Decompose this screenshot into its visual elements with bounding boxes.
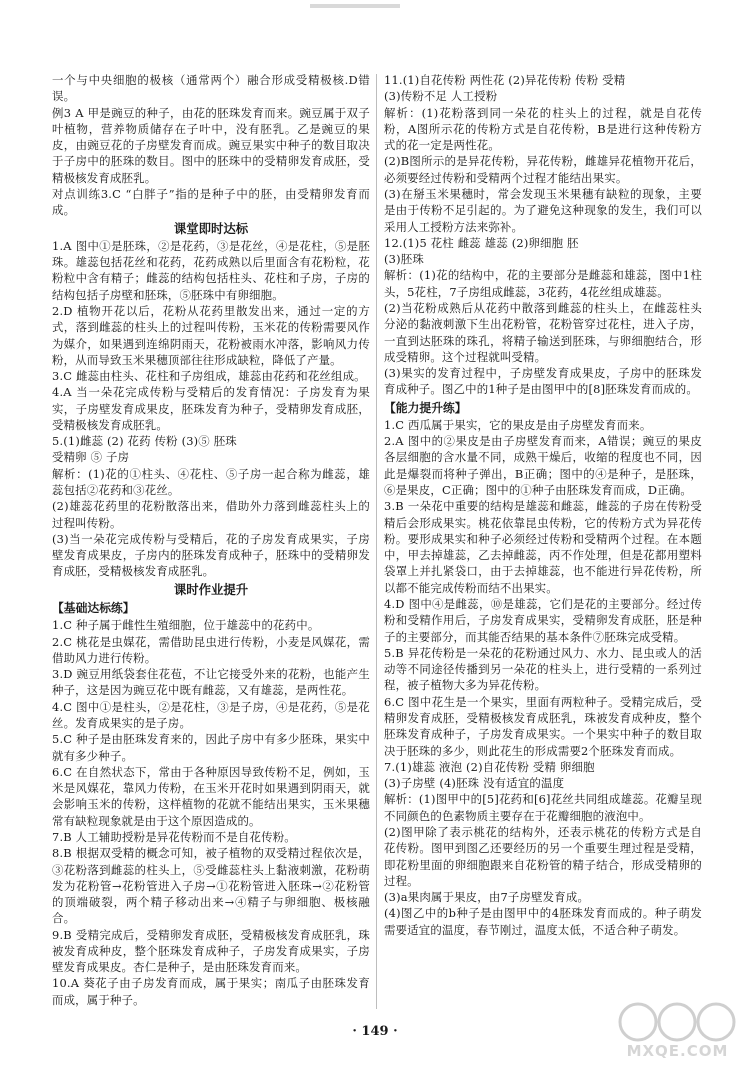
basic-answer-12: 12.(1)5 花柱 雌蕊 雄蕊 (2)卵细胞 胚 bbox=[384, 235, 579, 250]
intro-text: 一个与中央细胞的极核（通常两个）融合形成受精极核.D错误。 bbox=[52, 73, 370, 104]
column-divider bbox=[376, 74, 377, 1009]
scan-mark bbox=[310, 4, 400, 8]
basic-answer-11-analysis-1: 解析：(1)花粉落到同一朵花的柱头上的过程，就是自花传粉，A图所示花的传粉方式是自花传粉，B是进行这种传粉方式的花一定是两性花。 bbox=[384, 105, 702, 153]
class-answer-2: 2.D 植物开花以后，花粉从花药里散发出来，通过一定的方式，落到雌蕊的柱头上的过程叫传粉，玉米花的传粉需要风作为媒介，如果遇到连绵阴雨天，花粉被雨水冲落，影响风力传粉，从而导致玉米果穗顶部往往形成缺粒，降低了产量。 bbox=[52, 303, 370, 367]
class-answer-5-analysis-3: (3)当一朵花完成传粉与受精后，花的子房发育成果实，子房壁发育成果皮，子房内的胚珠发育成种子，胚珠中的受精卵发育成胚，受精极核发育成胚乳。 bbox=[52, 531, 370, 579]
drill-3: 对点训练3.C “白胖子”指的是种子中的胚，由受精卵发育而成。 bbox=[52, 186, 370, 218]
advanced-answer-7: 7.(1)雄蕊 液泡 (2)自花传粉 受精 卵细胞 bbox=[384, 759, 595, 774]
advanced-answer-7-analysis-1: 解析：(1)图甲中的[5]花药和[6]花丝共同组成雄蕊。花瓣呈现不同颜色的色素物质主要存在于花瓣细胞的液泡中。 bbox=[384, 792, 702, 823]
watermark-logo bbox=[610, 1000, 745, 1068]
basic-answer-12-line2: (3)胚珠 bbox=[384, 252, 424, 267]
basic-answer-10: 10.A 葵花子由子房发育而成，属于果实；南瓜子由胚珠发育而成，属于种子。 bbox=[52, 976, 370, 1007]
advanced-answer-1: 1.C 西瓜属于果实，它的果皮是由子房壁发育而来。 bbox=[384, 417, 652, 432]
class-answer-5-analysis-2: (2)雄蕊花药里的花粉散落出来，借助外力落到雌蕊柱头上的过程叫传粉。 bbox=[52, 499, 370, 530]
example-3: 例3 A 甲是豌豆的种子，由花的胚珠发育而来。豌豆属于双子叶植物，营养物质储存在子叶中，没有胚乳。乙是豌豆的果皮，由豌豆花的子房壁发育而成。豌豆果实中种子的数目取决于子房中的胚珠的数目。图中的胚珠中的受精卵发育成胚，受精极核发育成胚乳。 bbox=[52, 105, 370, 185]
watermark-text: MXQE.COM bbox=[626, 1042, 729, 1060]
basic-answer-11: 11.(1)自花传粉 两性花 (2)异花传粉 传粉 受精 bbox=[384, 73, 626, 87]
class-answer-5-analysis-1: 解析：(1)花的①柱头、④花柱、⑤子房一起合称为雌蕊，雄蕊包括②花药和③花丝。 bbox=[52, 466, 370, 498]
page-number: · 149 · bbox=[352, 1024, 398, 1039]
class-answer-3: 3.C 雌蕊由柱头、花柱和子房组成，雄蕊由花药和花丝组成。 bbox=[52, 369, 366, 384]
basic-answer-4: 4.C 图中①是柱头，②是花柱，③是子房，④是花药，⑤是花丝。发育成果实的是子房。 bbox=[52, 699, 370, 730]
basic-answer-11-analysis-3: (3)在掰玉米果穗时，常会发现玉米果穗有缺粒的现象，主要是由于传粉不足引起的。为了避免这种现象的发生，我们可以采用人工授粉方法来弥补。 bbox=[384, 186, 702, 234]
advanced-answer-7-line2: (3)子房壁 (4)胚珠 没有适宜的温度 bbox=[384, 776, 565, 791]
advanced-answer-6: 6.C 图中花生是一个果实，里面有两粒种子。受精完成后，受精卵发育成胚，受精极核发育成胚乳，珠被发育成种皮，整个胚珠发育成种子，子房发育成果实。一个果实中种子的数目取决于胚珠的多少，则此花生的形成需要2个胚珠发育而成。 bbox=[384, 694, 702, 758]
tag-basic: 【基础达标练】 bbox=[52, 601, 135, 615]
basic-answer-2: 2.C 桃花是虫媒花，需借助昆虫进行传粉，小麦是风媒花，需借助风力进行传粉。 bbox=[52, 634, 370, 665]
basic-answer-9: 9.B 受精完成后，受精卵发育成胚，受精极核发育成胚乳，珠被发育成种皮，整个胚珠发育成种子，子房发育成果实，子房壁发育成果皮。杏仁是种子，是由胚珠发育而来。 bbox=[52, 927, 370, 975]
advanced-answer-4: 4.D 图中④是雌蕊，⑩是雄蕊，它们是花的主要部分。经过传粉和受精作用后，子房发育成果实，受精卵发育成胚，胚是种子的主要部分，而其能否结果的基本条件⑦胚珠完成受精。 bbox=[384, 597, 702, 644]
class-answer-4: 4.A 当一朵花完成传粉与受精后的发育情况：子房发育为果实，子房壁发育成果皮，胚珠发育为种子，受精卵发育成胚，受精极核发育成胚乳。 bbox=[52, 385, 370, 432]
right-column bbox=[384, 72, 702, 938]
basic-answer-11-analysis-2: (2)B图所示的是异花传粉，异花传粉，雌雄异花植物开花后，必须要经过传粉和受精两个过程才能结出果实。 bbox=[384, 154, 702, 185]
basic-answer-12-analysis-1: 解析：(1)花的结构中，花的主要部分是雌蕊和雄蕊，图中1柱头，5花柱，7子房组成雌蕊，3花药，4花丝组成雄蕊。 bbox=[384, 268, 702, 299]
basic-answer-6: 6.C 在自然状态下，常由于各种原因导致传粉不足，例如，玉米是风媒花，靠风力传粉，在玉米开花时如果遇到阴雨天，就会影响玉米的传粉，这样植物的花就不能结出果实，玉米果穗常有缺粒现象就是由于这个原因造成的。 bbox=[52, 764, 370, 828]
advanced-answer-7-analysis-4: (4)图乙中的b种子是由图甲中的4胚珠发育而成的。种子萌发需要适宜的温度，春节刚过，温度太低，不适合种子萌发。 bbox=[384, 906, 702, 937]
basic-answer-3: 3.D 豌豆用纸袋套住花苞，不让它接受外来的花粉，也能产生种子，这是因为豌豆花中既有雌蕊，又有雄蕊，是两性花。 bbox=[52, 667, 370, 698]
advanced-answer-5: 5.B 异花传粉是一朵花的花粉通过风力、水力、昆虫或人的活动等不同途径传播到另一朵花的柱头上，进行受精的一系列过程，被子植物大多为异花传粉。 bbox=[384, 645, 702, 693]
basic-answer-11-line2: (3)传粉不足 人工授粉 bbox=[384, 89, 498, 104]
class-answer-1: 1.A 图中①是胚珠，②是花药，③是花丝，④是花柱，⑤是胚珠。雄蕊包括花丝和花药，花药成熟以后里面含有花粉粒，花粉粒中含有精子；雌蕊的结构包括柱头、花柱和子房，子房的结构包括子房壁和胚珠，⑤胚珠中有卵细胞。 bbox=[52, 238, 370, 302]
basic-answer-1: 1.C 种子属于雌性生殖细胞，位于雄蕊中的花药中。 bbox=[52, 618, 320, 633]
advanced-answer-7-analysis-3: (3)a果肉属于果皮，由7子房壁发育成。 bbox=[384, 890, 590, 905]
basic-answer-5: 5.C 种子是由胚珠发育来的，因此子房中有多少胚珠，果实中就有多少种子。 bbox=[52, 732, 370, 763]
watermark-emblem-icon bbox=[610, 1000, 745, 1044]
tag-advanced: 【能力提升练】 bbox=[384, 400, 467, 415]
advanced-answer-2: 2.A 图中的②果皮是由子房壁发育而来，A错误；豌豆的果皮各层细胞的含水量不同，成熟干燥后，收缩的程度也不同，因此是爆裂而将种子弹出，B正确；图中的④是种子，是胚珠，⑥是果皮，C正确；图中的①种子由胚珠发育而成，D正确。 bbox=[384, 434, 702, 498]
advanced-answer-3: 3.B 一朵花中重要的结构是雄蕊和雌蕊，雌蕊的子房在传粉受精后会形成果实。桃花依靠昆虫传粉，它的传粉方式为异花传粉。要形成果实和种子必须经过传粉和受精两个过程。在本题中，甲去掉雄蕊，乙去掉雌蕊，丙不作处理，但是花都用塑料袋罩上并扎紧袋口，由于去掉雄蕊，也不能进行异花传粉，所以都不能完成传粉而结不出果实。 bbox=[384, 499, 702, 595]
class-answer-5: 5.(1)雌蕊 (2) 花药 传粉 (3)⑤ 胚珠 bbox=[52, 434, 237, 449]
left-column bbox=[52, 72, 370, 1008]
basic-answer-12-analysis-2: (2)当花粉成熟后从花药中散落到雌蕊的柱头上，在雌蕊柱头分泌的黏液刺激下生出花粉管，花粉管穿过花柱，进入子房，一直到达胚珠的珠孔，将精子输送到胚珠，与卵细胞结合，形成受精卵。这个过程就叫受精。 bbox=[384, 300, 702, 364]
advanced-answer-7-analysis-2: (2)图甲除了表示桃花的结构外，还表示桃花的传粉方式是自花传粉。图甲到图乙还要经历的另一个重要生理过程是受精，即花粉里面的卵细胞跟来自花粉管的精子结合，形成受精卵的过程。 bbox=[384, 824, 702, 888]
basic-answer-12-analysis-3: (3)果实的发育过程中，子房壁发育成果皮，子房中的胚珠发育成种子。图乙中的1种子是由图甲中的[8]胚珠发育而成的。 bbox=[384, 366, 702, 397]
basic-answer-7: 7.B 人工辅助授粉是异花传粉而不是自花传粉。 bbox=[52, 829, 296, 844]
section-heading-classroom: 课堂即时达标 bbox=[173, 220, 249, 236]
section-heading-homework: 课时作业提升 bbox=[173, 581, 249, 597]
class-answer-5-line2: 受精卵 ⑤ 子房 bbox=[52, 450, 130, 465]
basic-answer-8: 8.B 根据双受精的概念可知，被子植物的双受精过程依次是，③花粉落到雌蕊的柱头上，⑤受雌蕊柱头上黏液刺激，花粉萌发为花粉管→花粉管进入子房→①花粉管进入胚珠→②花粉管的顶端破裂，两个精子移动出来→④精子与卵细胞、极核融合。 bbox=[52, 846, 370, 926]
